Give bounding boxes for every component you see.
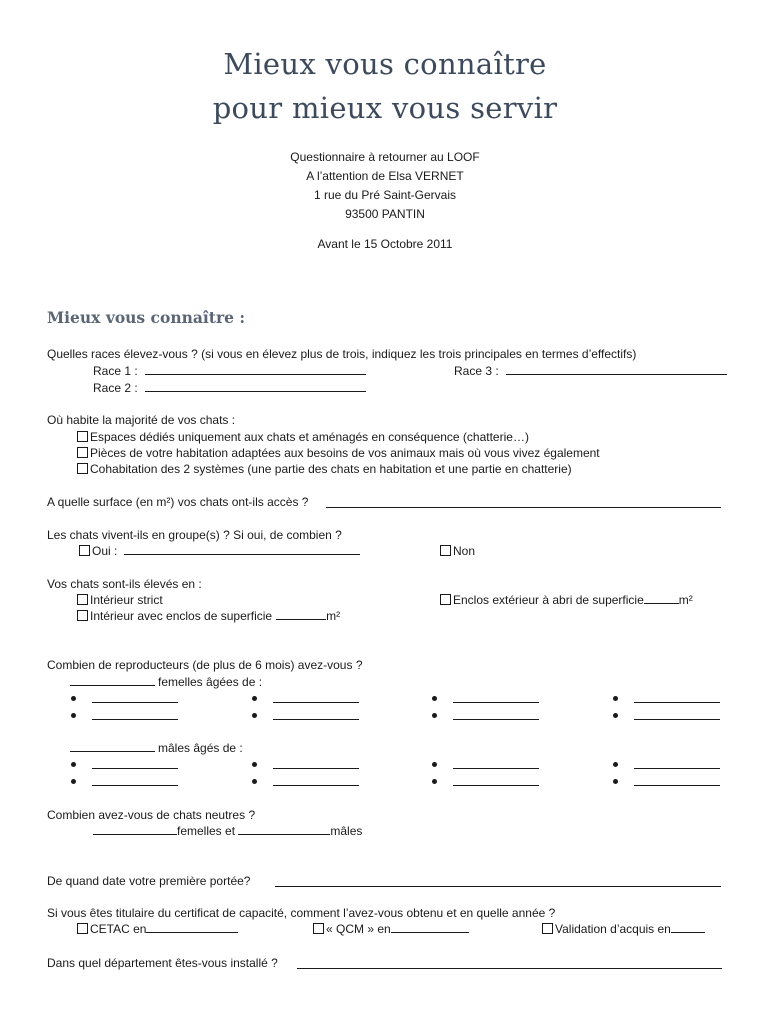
title-line-2: pour mieux vous servir [212, 91, 558, 125]
habitat-option-3-checkbox[interactable] [77, 463, 88, 474]
femelles-age-item [252, 692, 359, 707]
habitat-option-3-label: Cohabitation des 2 systèmes (une partie des chats en habitation et une partie en chatterie) [90, 462, 572, 476]
habitat-option-1 [77, 430, 529, 445]
femelles-age-item [432, 709, 539, 724]
raised-interieur-enclos [77, 609, 340, 624]
certificat-qcm-field[interactable] [391, 922, 469, 933]
males-age-item [252, 775, 359, 790]
groups-oui-field[interactable] [124, 544, 360, 555]
males-age-field[interactable] [273, 758, 359, 769]
question-neutres: Combien avez-vous de chats neutres ? [47, 808, 256, 822]
habitat-option-3 [77, 462, 572, 477]
enclos-exterieur-field[interactable] [644, 593, 679, 604]
raised-interieur-enclos-label: Intérieur avec enclos de superficie [90, 609, 273, 623]
males-count-field[interactable] [70, 741, 155, 752]
femelles-age-field[interactable] [273, 709, 359, 720]
bullet [432, 713, 437, 718]
raised-interieur-strict-label: Intérieur strict [90, 593, 163, 607]
certificat-cetac-label: CETAC en [90, 922, 147, 936]
question-certificat: Si vous êtes titulaire du certificat de capacité, comment l’avez-vous obtenu et en quelle année ? [47, 906, 556, 920]
femelles-age-field[interactable] [92, 692, 178, 703]
femelles-age-item [613, 692, 720, 707]
femelles-age-item [71, 709, 178, 724]
groups-non-checkbox[interactable] [440, 545, 451, 556]
raised-enclos-exterieur-checkbox[interactable] [440, 594, 451, 605]
surface-field[interactable] [326, 507, 721, 508]
bullet [432, 762, 437, 767]
race-3-field[interactable] [506, 364, 727, 375]
bullet [613, 762, 618, 767]
section-heading: Mieux vous connaître : [47, 308, 246, 327]
certificat-validation-label: Validation d’acquis en [555, 922, 671, 936]
neutres-row [93, 824, 362, 839]
femelles-row [70, 675, 262, 690]
bullet [71, 713, 76, 718]
femelles-age-field[interactable] [634, 709, 720, 720]
femelles-age-item [432, 692, 539, 707]
race-1-label: Race 1 : [93, 364, 138, 378]
certificat-cetac-checkbox[interactable] [77, 923, 88, 934]
neutres-males-field[interactable] [238, 824, 330, 835]
race-2-label: Race 2 : [93, 381, 138, 395]
males-row [70, 741, 243, 756]
raised-interieur-strict-checkbox[interactable] [77, 594, 88, 605]
certificat-validation-checkbox[interactable] [542, 923, 553, 934]
departement-field[interactable] [297, 968, 722, 969]
groups-oui-checkbox[interactable] [79, 545, 90, 556]
males-age-field[interactable] [92, 758, 178, 769]
bullet [432, 779, 437, 784]
question-races: Quelles races élevez-vous ? (si vous en élevez plus de trois, indiquez les trois principales en termes d’effectifs) [47, 347, 637, 361]
femelles-age-field[interactable] [92, 709, 178, 720]
address-line-3: 1 rue du Pré Saint-Gervais [313, 188, 457, 202]
males-age-field[interactable] [453, 758, 539, 769]
deadline: Avant le 15 Octobre 2011 [317, 237, 453, 251]
femelles-age-field[interactable] [634, 692, 720, 703]
males-age-item [252, 758, 359, 773]
race-3-label: Race 3 : [454, 364, 499, 378]
title-line-1: Mieux vous connaître [223, 47, 547, 81]
certificat-cetac-field[interactable] [146, 922, 238, 933]
habitat-option-1-label: Espaces dédiés uniquement aux chats et aménagés en conséquence (chatterie…) [90, 430, 529, 444]
males-age-item [71, 775, 178, 790]
bullet [252, 762, 257, 767]
males-age-item [432, 775, 539, 790]
habitat-option-2 [77, 446, 600, 461]
bullet [432, 696, 437, 701]
question-habitat: Où habite la majorité de vos chats : [47, 413, 236, 427]
address-line-4: 93500 PANTIN [345, 207, 425, 221]
raised-interieur-strict [77, 593, 163, 608]
bullet [71, 696, 76, 701]
bullet [252, 696, 257, 701]
question-raised: Vos chats sont-ils élevés en : [47, 577, 202, 591]
bullet [71, 779, 76, 784]
males-age-item [613, 775, 720, 790]
question-breeders: Combien de reproducteurs (de plus de 6 mois) avez-vous ? [47, 658, 363, 672]
groups-non-row [440, 544, 475, 559]
race-1-field[interactable] [145, 364, 366, 375]
groups-oui-label: Oui : [92, 544, 118, 558]
race-2-row [93, 381, 366, 396]
certificat-validation-field[interactable] [671, 922, 705, 933]
question-portee: De quand date votre première portée? [47, 874, 251, 888]
race-1-row [93, 364, 366, 379]
certificat-qcm-checkbox[interactable] [313, 923, 324, 934]
femelles-age-field[interactable] [453, 709, 539, 720]
habitat-option-2-checkbox[interactable] [77, 447, 88, 458]
habitat-option-1-checkbox[interactable] [77, 431, 88, 442]
race-3-row [454, 364, 727, 379]
question-surface: A quelle surface (en m²) vos chats ont-ils accès ? [47, 495, 309, 509]
raised-enclos-exterieur [440, 593, 693, 608]
femelles-age-field[interactable] [453, 692, 539, 703]
question-departement: Dans quel département êtes-vous installé ? [47, 956, 278, 970]
race-2-field[interactable] [145, 381, 366, 392]
certificat-cetac [77, 922, 238, 937]
males-age-item [613, 758, 720, 773]
bullet [252, 713, 257, 718]
certificat-validation [542, 922, 705, 937]
raised-enclos-exterieur-label: Enclos extérieur à abri de superficie [453, 593, 644, 607]
neutres-femelles-label: femelles et [177, 824, 236, 838]
femelles-count-field[interactable] [70, 675, 155, 686]
habitat-option-2-label: Pièces de votre habitation adaptées aux besoins de vos animaux mais où vous vivez également [90, 446, 600, 460]
interieur-enclos-unit: m² [326, 609, 341, 623]
certificat-qcm-label: « QCM » en [326, 922, 391, 936]
bullet [71, 762, 76, 767]
question-groups: Les chats vivent-ils en groupe(s) ? Si oui, de combien ? [47, 528, 342, 542]
males-label: mâles âgés de : [158, 741, 243, 755]
femelles-age-field[interactable] [273, 692, 359, 703]
neutres-femelles-field[interactable] [93, 824, 177, 835]
groups-non-label: Non [453, 544, 476, 558]
males-age-item [71, 758, 178, 773]
enclos-exterieur-unit: m² [678, 593, 693, 607]
bullet [613, 713, 618, 718]
males-age-field[interactable] [92, 775, 178, 786]
groups-oui-row [79, 544, 360, 559]
address-line-1: Questionnaire à retourner au LOOF [290, 150, 480, 164]
bullet [252, 779, 257, 784]
bullet [613, 779, 618, 784]
males-age-field[interactable] [634, 758, 720, 769]
femelles-age-item [71, 692, 178, 707]
address-line-2: A l’attention de Elsa VERNET [306, 169, 464, 183]
males-age-item [432, 758, 539, 773]
bullet [613, 696, 618, 701]
femelles-age-item [613, 709, 720, 724]
males-age-field[interactable] [634, 775, 720, 786]
femelles-label: femelles âgées de : [158, 675, 263, 689]
portee-field[interactable] [275, 886, 721, 887]
interieur-enclos-field[interactable] [276, 609, 326, 620]
males-age-field[interactable] [453, 775, 539, 786]
certificat-qcm [313, 922, 469, 937]
raised-interieur-enclos-checkbox[interactable] [77, 610, 88, 621]
femelles-age-item [252, 709, 359, 724]
neutres-males-label: mâles [330, 824, 363, 838]
males-age-field[interactable] [273, 775, 359, 786]
